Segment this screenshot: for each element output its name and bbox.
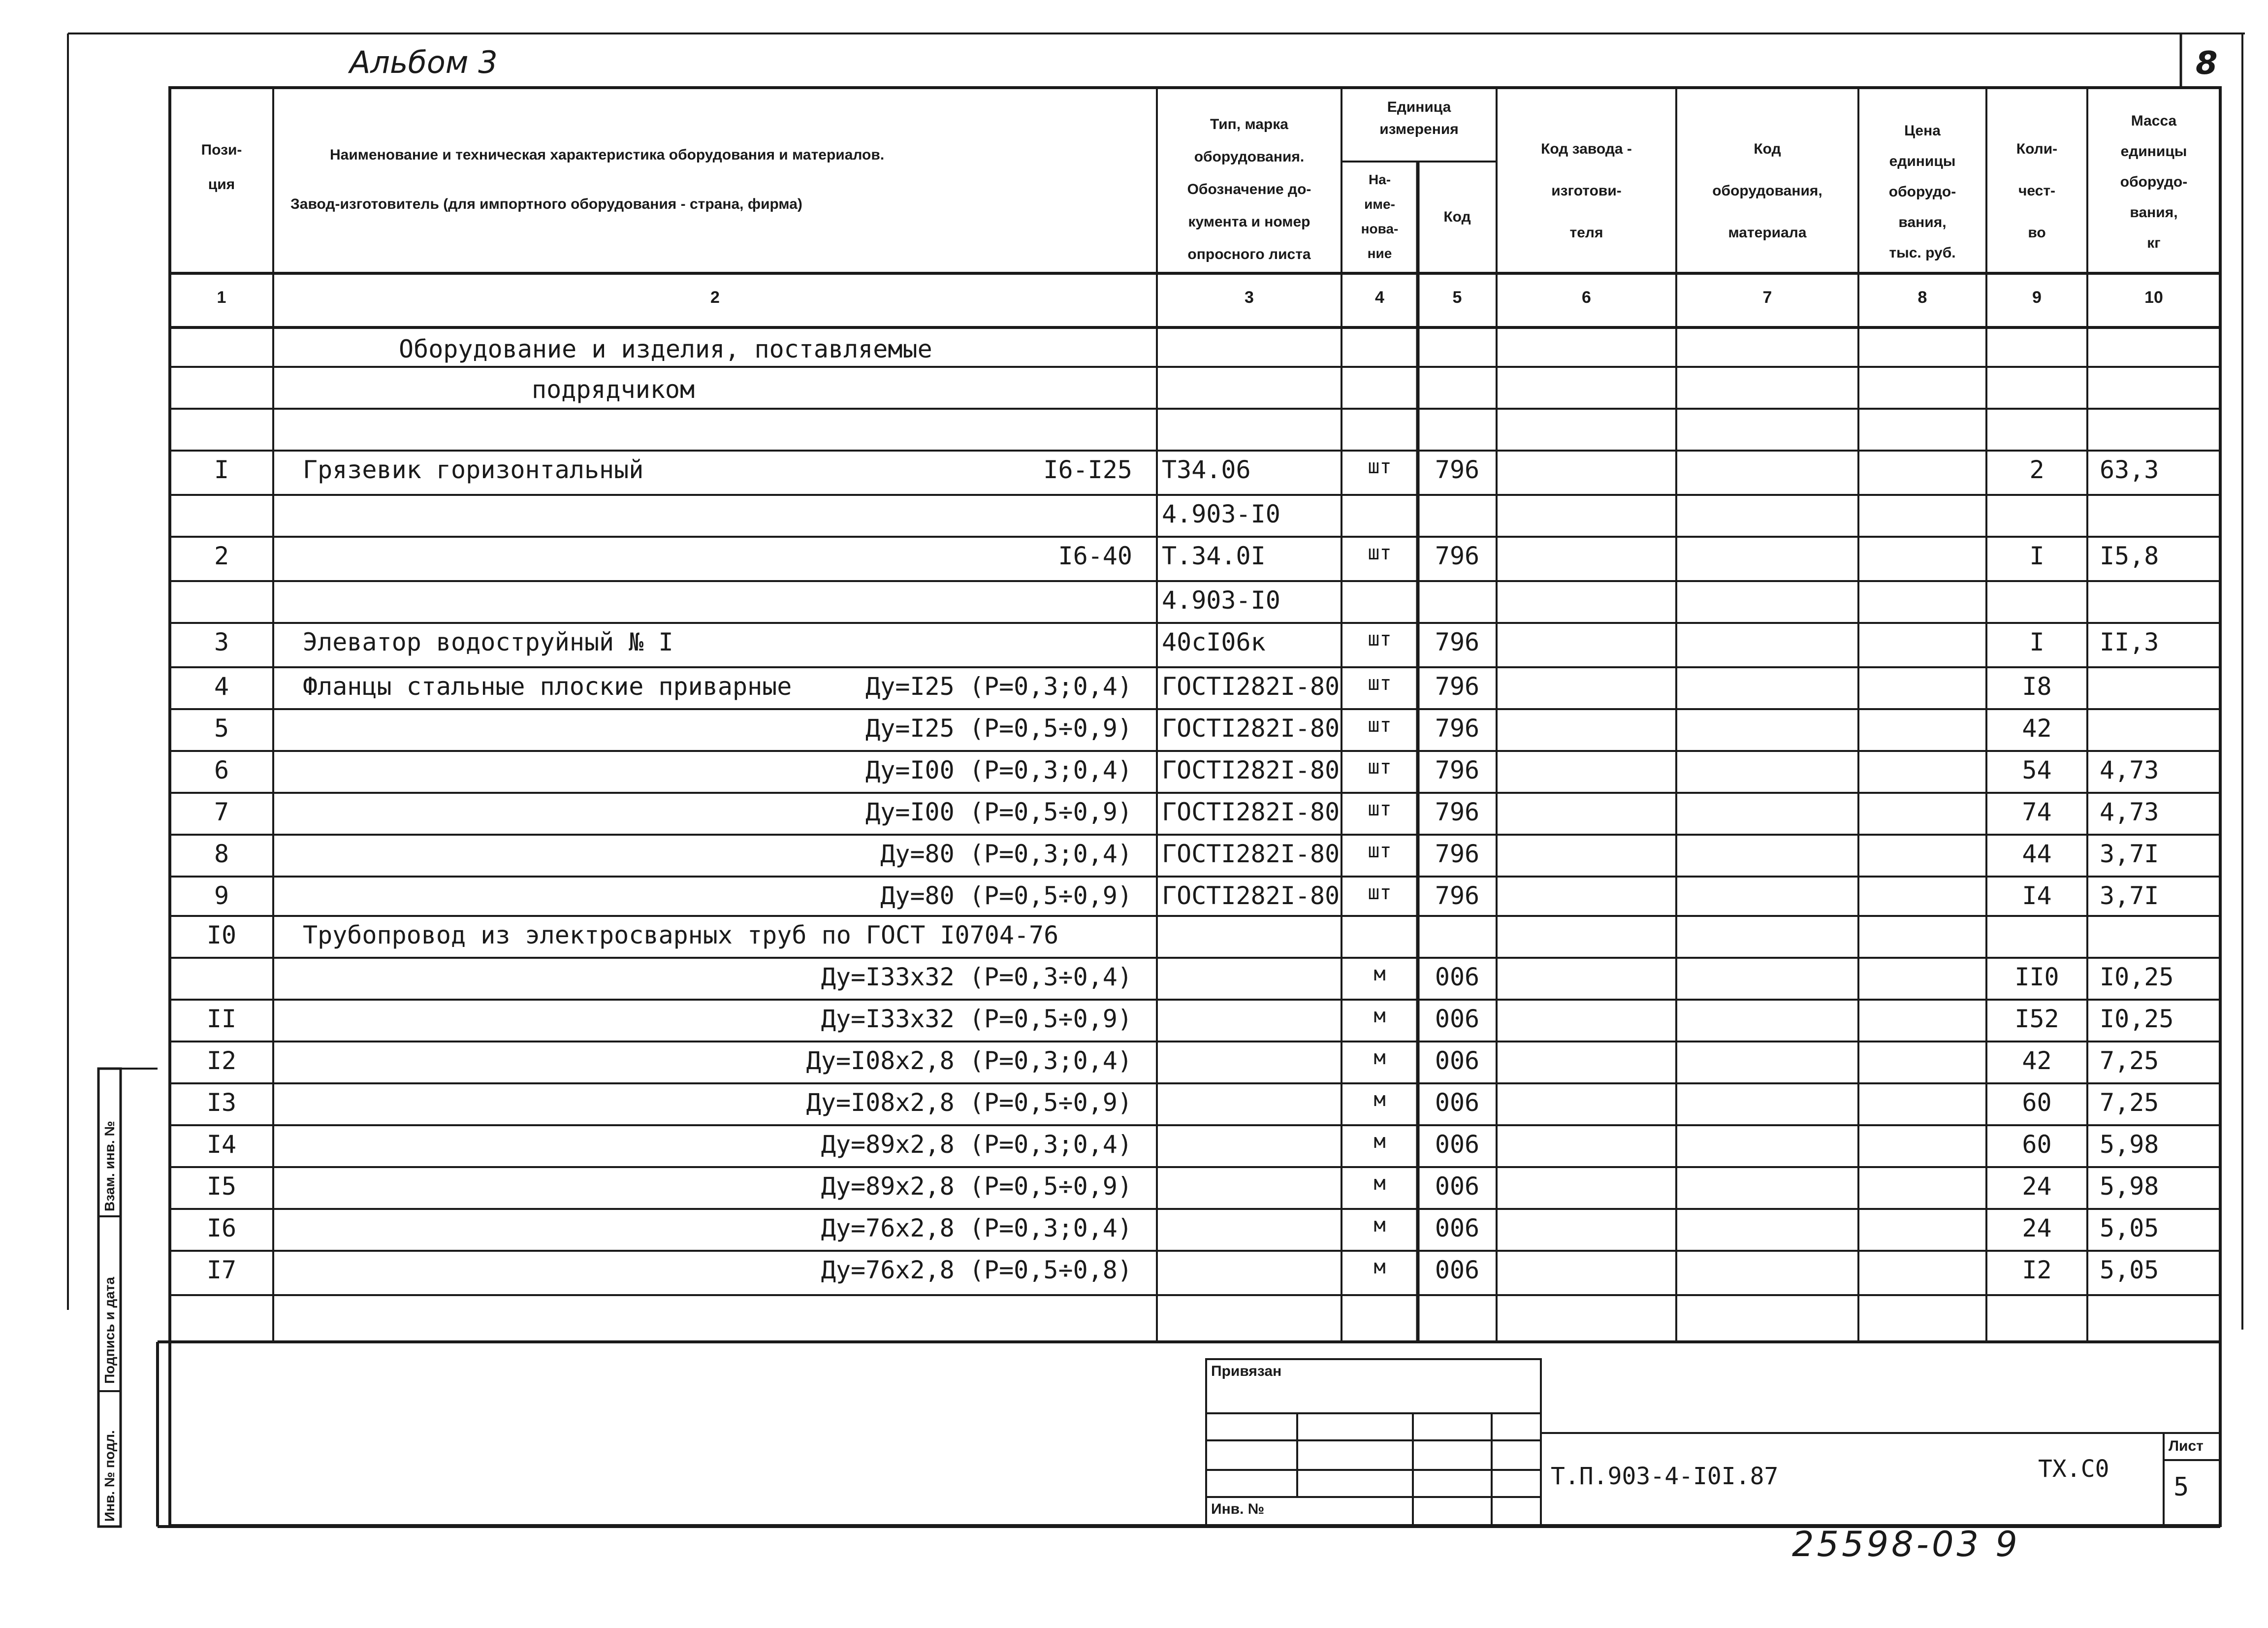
row-unit: м — [1374, 1046, 1386, 1069]
header-equipment-line: материала — [1728, 225, 1807, 241]
row-unit: шт — [1368, 714, 1392, 737]
row-pos: I6 — [206, 1214, 237, 1242]
header-manufacturer-line: теля — [1569, 225, 1603, 241]
header-equipment-code — [1676, 128, 1858, 254]
row-type: ГОСТI282I-80 — [1162, 881, 1340, 910]
row-pos: 8 — [214, 840, 229, 868]
row-qty: 74 — [2022, 798, 2052, 826]
row-qty: 60 — [2022, 1088, 2052, 1117]
column-number: 10 — [2144, 288, 2163, 307]
row-mass: 3,7I — [2100, 881, 2159, 910]
header-mass-line: вания, — [2130, 204, 2178, 221]
row-unit: шт — [1368, 628, 1392, 651]
header-mass-line: кг — [2147, 235, 2161, 251]
header-name-line: Завод-изготовитель (для импортного оборудования - страна, фирма) — [290, 196, 802, 212]
row-unit: шт — [1368, 840, 1392, 862]
row-type: Т34.06 — [1162, 456, 1251, 484]
sheet-label: Лист — [2169, 1438, 2204, 1454]
header-unit-name-line: нова- — [1361, 221, 1399, 236]
header-unit-name-line: ние — [1367, 246, 1392, 261]
row-unit: шт — [1368, 756, 1392, 779]
row-qty: 42 — [2022, 1046, 2052, 1075]
row-qty: I4 — [2022, 881, 2052, 910]
row-name: Элеватор водоструйный № I — [303, 628, 673, 656]
row-mass: 5,05 — [2100, 1214, 2159, 1242]
header-quantity-line: Коли- — [2016, 141, 2058, 157]
row-code: 006 — [1435, 1256, 1480, 1284]
row-code: 796 — [1435, 672, 1480, 701]
row-qty: 60 — [2022, 1130, 2052, 1159]
row-qty: 54 — [2022, 756, 2052, 784]
row-pos: I4 — [206, 1130, 237, 1159]
header-mass-line: Масса — [2131, 113, 2177, 129]
row-qty: 24 — [2022, 1214, 2052, 1242]
row-unit: м — [1374, 1214, 1386, 1237]
row-type: ГОСТI282I-80 — [1162, 798, 1340, 826]
header-equipment-line: Код — [1754, 141, 1781, 157]
header-manufacturer-line: Код завода - — [1541, 141, 1632, 157]
swap-inventory-label: Взам. инв. № — [102, 1121, 117, 1211]
row-code: 006 — [1435, 1046, 1480, 1075]
header-position-line: Пози- — [201, 142, 242, 158]
header-price-line: оборудо- — [1888, 184, 1956, 200]
row-unit: шт — [1368, 798, 1392, 820]
album-label: Альбом 3 — [350, 44, 498, 80]
header-mass-line: оборудо- — [2120, 174, 2188, 190]
row-mass: I5,8 — [2100, 542, 2159, 570]
header-price-line: единицы — [1889, 153, 1956, 169]
document-code: Т.П.903-4-I0I.87 — [1551, 1463, 1779, 1490]
column-number: 7 — [1762, 288, 1772, 307]
footer-number: 25598-03 9 — [1792, 1524, 2020, 1564]
row-type: 4.903-I0 — [1162, 500, 1280, 528]
header-quantity-line: во — [2028, 225, 2046, 241]
row-pos: 4 — [214, 672, 229, 701]
row-code: 006 — [1435, 1214, 1480, 1242]
column-number: 3 — [1245, 288, 1254, 307]
row-pos: 6 — [214, 756, 229, 784]
header-unit-name-line: име- — [1364, 196, 1395, 212]
row-mass: I0,25 — [2100, 963, 2174, 991]
header-unit-line: Единица — [1387, 99, 1451, 115]
row-mass: 3,7I — [2100, 840, 2159, 868]
row-mass: 63,3 — [2100, 456, 2159, 484]
row-spec: Ду=89x2,8 (P=0,5÷0,9) — [821, 1172, 1132, 1201]
row-pos: I2 — [206, 1046, 237, 1075]
row-code: 006 — [1435, 1172, 1480, 1201]
header-unit-line: измерения — [1379, 121, 1459, 137]
row-code: 796 — [1435, 840, 1480, 868]
row-pos: I7 — [206, 1256, 237, 1284]
header-unit-code: Код — [1443, 209, 1471, 225]
header-type-line: кумента и номер — [1188, 214, 1310, 230]
inventory-label: Инв. № — [1211, 1501, 1265, 1517]
row-mass: 5,98 — [2100, 1172, 2159, 1201]
header-unit-group — [1342, 96, 1497, 140]
row-qty: I — [2029, 542, 2044, 570]
tied-label: Привязан — [1211, 1363, 1282, 1379]
signature-date-label: Подпись и дата — [102, 1277, 117, 1384]
row-name: Трубопровод из электросварных труб по ГОСТ I0704-76 — [303, 921, 1059, 949]
header-name-line: Наименование и техническая характеристика оборудования и материалов. — [330, 147, 885, 163]
header-price-line: тыс. руб. — [1889, 245, 1956, 261]
sheet-number: 5 — [2173, 1472, 2189, 1502]
header-position — [170, 133, 273, 202]
row-qty: I52 — [2014, 1005, 2059, 1033]
row-pos: I5 — [206, 1172, 237, 1201]
row-qty: 24 — [2022, 1172, 2052, 1201]
row-mass: 4,73 — [2100, 756, 2159, 784]
row-spec: Ду=I33x32 (P=0,5÷0,9) — [821, 1005, 1132, 1033]
column-number: 4 — [1375, 288, 1384, 307]
row-pos: II — [206, 1005, 237, 1033]
row-code: 006 — [1435, 963, 1480, 991]
row-pos: 3 — [214, 628, 229, 656]
row-spec: Ду=I08x2,8 (P=0,3;0,4) — [806, 1046, 1132, 1075]
row-qty: 44 — [2022, 840, 2052, 868]
header-position-line: ция — [208, 176, 235, 193]
header-type — [1157, 108, 1342, 271]
row-mass: 4,73 — [2100, 798, 2159, 826]
header-type-line: опросного листа — [1187, 246, 1311, 262]
row-code: 796 — [1435, 628, 1480, 656]
row-code: 796 — [1435, 881, 1480, 910]
row-mass: 5,05 — [2100, 1256, 2159, 1284]
header-equipment-line: оборудования, — [1712, 183, 1822, 199]
column-number: 5 — [1452, 288, 1462, 307]
document-mark: ТХ.С0 — [2038, 1455, 2109, 1483]
row-qty: 2 — [2029, 456, 2044, 484]
column-number: 1 — [217, 288, 226, 307]
row-code: 006 — [1435, 1130, 1480, 1159]
row-mass: 5,98 — [2100, 1130, 2159, 1159]
row-unit: м — [1374, 1256, 1386, 1278]
row-unit: м — [1374, 1088, 1386, 1111]
row-spec: Ду=80 (P=0,3;0,4) — [880, 840, 1132, 868]
row-spec: Ду=I00 (P=0,3;0,4) — [865, 756, 1132, 784]
row-type: ГОСТI282I-80 — [1162, 840, 1340, 868]
row-pos: 5 — [214, 714, 229, 743]
row-spec: Ду=I33x32 (P=0,3÷0,4) — [821, 963, 1132, 991]
row-name: Грязевик горизонтальный — [303, 456, 644, 484]
row-mass: 7,25 — [2100, 1088, 2159, 1117]
column-number: 9 — [2032, 288, 2042, 307]
row-pos: I — [214, 456, 229, 484]
row-spec: I6-40 — [1058, 542, 1132, 570]
column-number: 8 — [1917, 288, 1927, 307]
row-code: 796 — [1435, 756, 1480, 784]
row-type: ГОСТI282I-80 — [1162, 714, 1340, 743]
row-type: 4.903-I0 — [1162, 586, 1280, 615]
album-page-number: 8 — [2196, 45, 2218, 82]
row-code: 796 — [1435, 714, 1480, 743]
row-qty: I8 — [2022, 672, 2052, 701]
row-spec: Ду=89x2,8 (P=0,3;0,4) — [821, 1130, 1132, 1159]
row-spec: Ду=I25 (P=0,3;0,4) — [865, 672, 1132, 701]
row-pos: 2 — [214, 542, 229, 570]
header-price-line: Цена — [1904, 123, 1941, 139]
row-mass: I0,25 — [2100, 1005, 2174, 1033]
row-unit: м — [1374, 1172, 1386, 1195]
row-unit: шт — [1368, 542, 1392, 564]
row-name: Фланцы стальные плоские приварные — [303, 672, 792, 701]
header-unit-name-line: На- — [1368, 172, 1391, 187]
header-price — [1858, 116, 1986, 268]
header-name — [290, 130, 1147, 229]
row-qty: 42 — [2022, 714, 2052, 743]
row-mass: 7,25 — [2100, 1046, 2159, 1075]
row-qty: II0 — [2014, 963, 2059, 991]
header-price-line: вания, — [1898, 214, 1947, 230]
row-pos: 7 — [214, 798, 229, 826]
header-type-line: Обозначение до- — [1187, 181, 1311, 197]
header-unit-name — [1342, 167, 1418, 266]
row-type: Т.34.0I — [1162, 542, 1266, 570]
row-code: 796 — [1435, 456, 1480, 484]
header-type-line: оборудования. — [1194, 149, 1305, 165]
row-mass: II,3 — [2100, 628, 2159, 656]
column-number: 2 — [710, 288, 720, 307]
row-unit: м — [1374, 963, 1386, 985]
row-spec: Ду=I00 (P=0,5÷0,9) — [865, 798, 1132, 826]
column-number: 6 — [1582, 288, 1591, 307]
row-pos: I0 — [206, 921, 237, 949]
section-title: Оборудование и изделия, поставляемые — [399, 335, 932, 363]
row-pos: 9 — [214, 881, 229, 910]
row-type: ГОСТI282I-80 — [1162, 672, 1340, 701]
header-manufacturer-line: изготови- — [1551, 183, 1622, 199]
row-spec: Ду=76x2,8 (P=0,5÷0,8) — [821, 1256, 1132, 1284]
header-type-line: Тип, марка — [1210, 116, 1288, 132]
row-type: ГОСТI282I-80 — [1162, 756, 1340, 784]
header-mass — [2087, 106, 2220, 259]
row-spec: Ду=I25 (P=0,5÷0,9) — [865, 714, 1132, 743]
row-type: 40сI06к — [1162, 628, 1266, 656]
row-spec: Ду=76x2,8 (P=0,3;0,4) — [821, 1214, 1132, 1242]
row-code: 006 — [1435, 1005, 1480, 1033]
row-qty: I — [2029, 628, 2044, 656]
header-mass-line: единицы — [2120, 143, 2187, 160]
section-subtitle: подрядчиком — [532, 375, 695, 404]
row-code: 006 — [1435, 1088, 1480, 1117]
original-inventory-label: Инв. № подл. — [102, 1430, 117, 1522]
row-code: 796 — [1435, 798, 1480, 826]
row-unit: шт — [1368, 456, 1392, 478]
row-unit: м — [1374, 1130, 1386, 1153]
row-spec: Ду=80 (P=0,5÷0,9) — [880, 881, 1132, 910]
row-unit: шт — [1368, 672, 1392, 695]
row-unit: шт — [1368, 881, 1392, 904]
row-code: 796 — [1435, 542, 1480, 570]
row-pos: I3 — [206, 1088, 237, 1117]
row-spec: I6-I25 — [1043, 456, 1132, 484]
header-quantity — [1986, 128, 2087, 254]
header-quantity-line: чест- — [2018, 183, 2056, 199]
row-spec: Ду=I08x2,8 (P=0,5÷0,9) — [806, 1088, 1132, 1117]
header-manufacturer-code — [1497, 128, 1676, 254]
row-qty: I2 — [2022, 1256, 2052, 1284]
row-unit: м — [1374, 1005, 1386, 1027]
